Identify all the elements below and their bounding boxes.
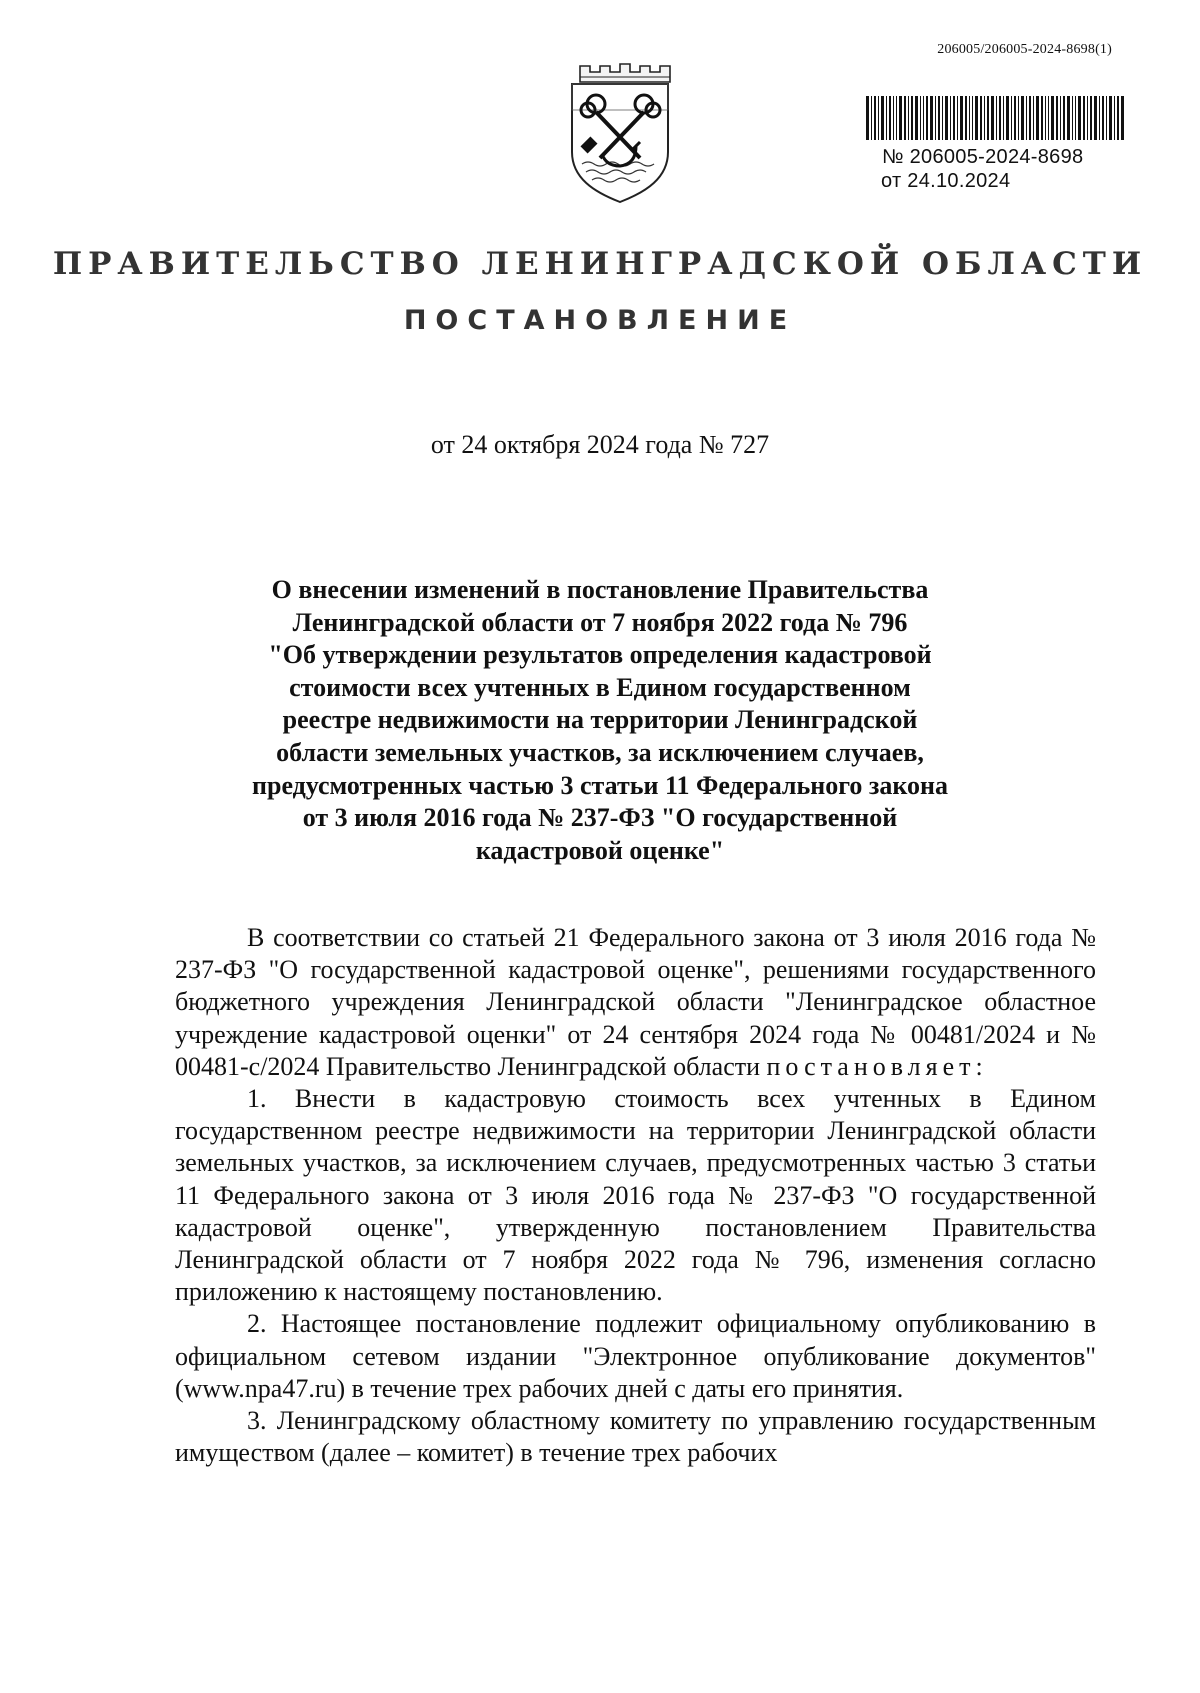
subject-line: от 3 июля 2016 года № 237-ФЗ "О государственной [302, 803, 898, 833]
item-1-paragraph: 1. Внести в кадастровую стоимость всех учтенных в Едином государственном реестре недвижимости на территории Ленинградской области земельных участков, за исключением случаев, предусмотренных частью 3 статьи 11 Федерального закона от 3 июля 2016 года № 237-ФЗ "О государственной кадастровой оценке", утвержденную постановлением Правительства Ленинградской области от 7 ноября 2022 года № 796, изменения согласно приложению к настоящему постановлению. [175, 1084, 1096, 1307]
subject-line: Ленинградской области от 7 ноября 2022 года № 796 [292, 607, 908, 637]
item-2-paragraph: 2. Настоящее постановление подлежит официальному опубликованию в официальном сетевом издании "Электронное опубликование документов" (www.npa47.ru) в течение трех рабочих дней с даты его принятия. [175, 1309, 1096, 1403]
registry-number-block [882, 145, 1083, 193]
subject-line: реестре недвижимости на территории Ленинградской [282, 705, 918, 735]
barcode [866, 96, 1124, 140]
registry-number: № 206005-2024-8698 [882, 146, 1084, 168]
document-date-number: от 24 октября 2024 года № 727 [430, 430, 770, 459]
document-subject [230, 574, 970, 867]
subject-line: О внесении изменений в постановление Правительства [271, 575, 929, 604]
government-title: ПРАВИТЕЛЬСТВО ЛЕНИНГРАДСКОЙ ОБЛАСТИ [52, 246, 1148, 282]
subject-line: "Об утверждении результатов определения кадастровой [268, 640, 932, 670]
preamble-text: В соответствии со статьей 21 Федерального закона от 3 июля 2016 года № 237-ФЗ "О государственной кадастровой оценке", решениями государственного бюджетного учреждения Ленинградской области "Ленинградское областное учреждение кадастровой оценки" от 24 сентября 2024 года № 00481/2024 и № 00481-с/2024 Правительство Ленинградской области [175, 923, 1096, 1081]
subject-line: кадастровой оценке" [475, 835, 725, 865]
subject-line: области земельных участков, за исключением случаев, [276, 737, 924, 767]
subject-line: стоимости всех учтенных в Едином государственном [289, 672, 911, 702]
registry-code: 206005/206005-2024-8698(1) [937, 42, 1112, 57]
registry-date: от 24.10.2024 [881, 170, 1011, 192]
document-body [175, 922, 1096, 1469]
coat-of-arms-icon [558, 60, 682, 206]
preamble-paragraph [175, 922, 1096, 1083]
subject-line: предусмотренных частью 3 статьи 11 Федерального закона [252, 770, 948, 800]
resolves-word: постановляет: [766, 1051, 988, 1081]
document-type: ПОСТАНОВЛЕНИЕ [403, 305, 797, 336]
item-3-paragraph: 3. Ленинградскому областному комитету по управлению государственным имуществом (далее – комитет) в течение трех рабочих [175, 1406, 1096, 1468]
